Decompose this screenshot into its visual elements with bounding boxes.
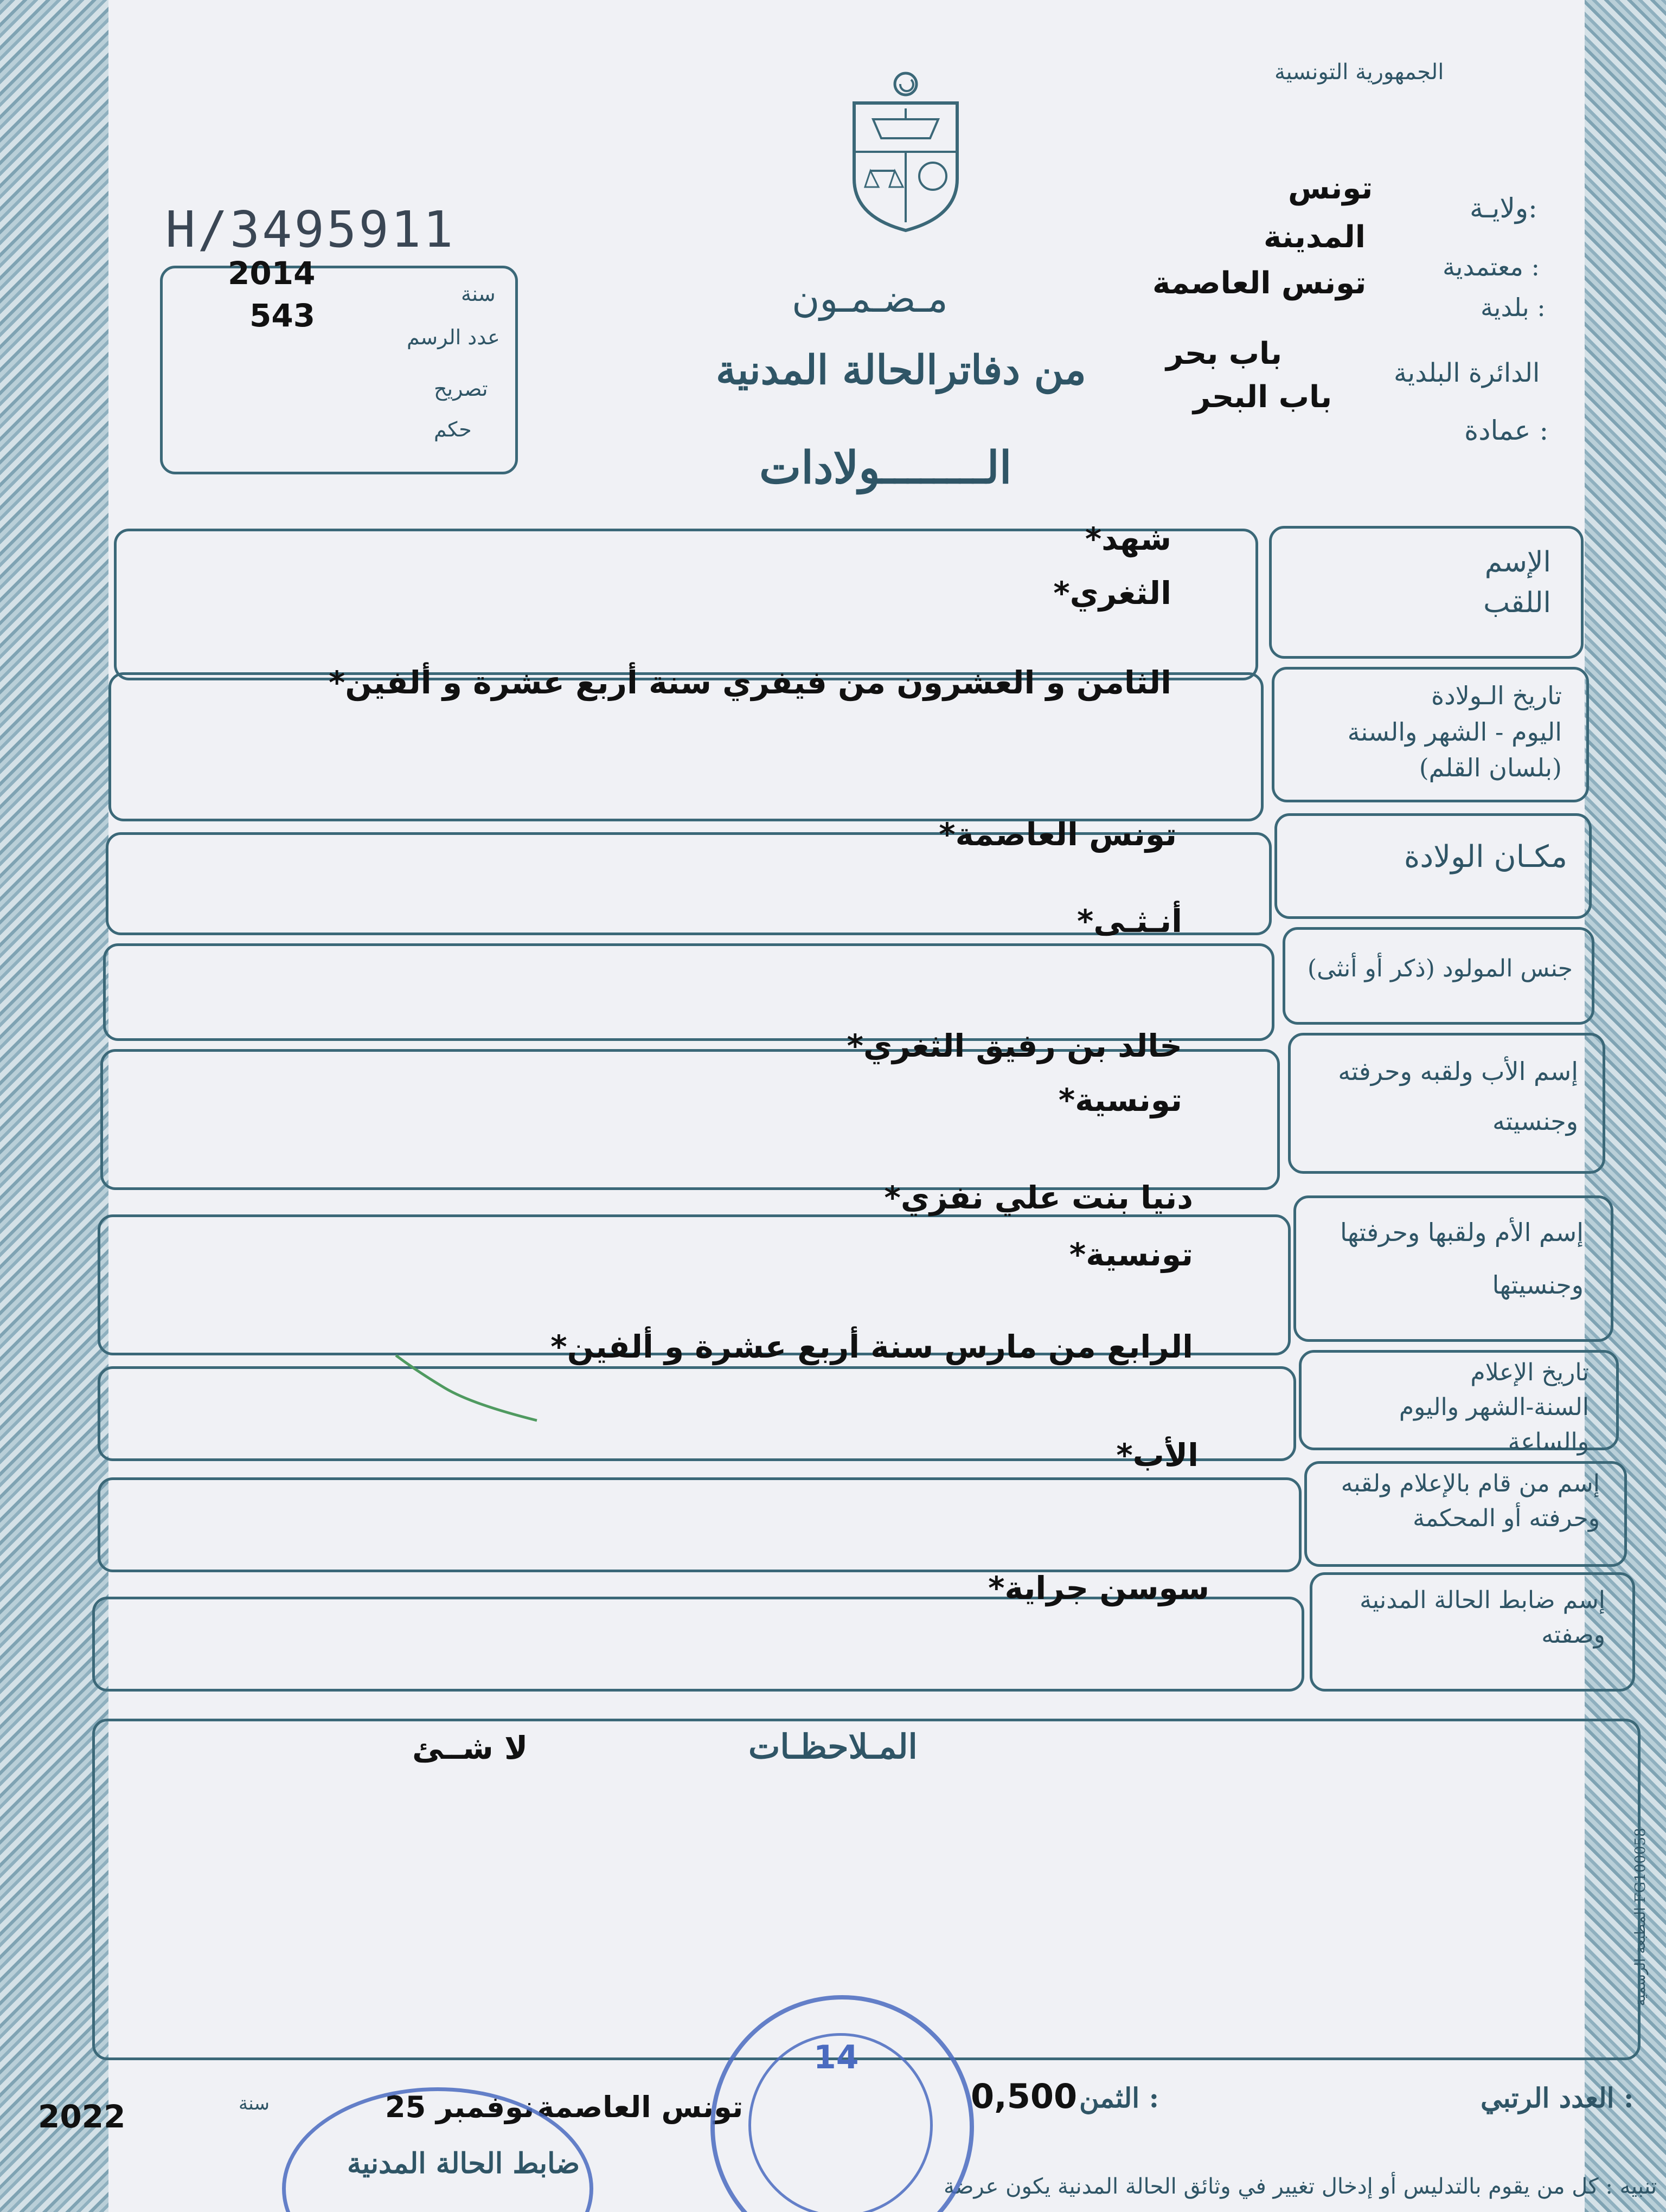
governorate-label: ولايـة: xyxy=(1470,192,1537,224)
print-code: المطبعة الرسمية FG100058 xyxy=(1632,1828,1649,2006)
warning-text: تنبيه : كل من يقوم بالتدليس أو إدخال تغيير في وثائق الحالة المدنية يكون عرضة xyxy=(944,2174,1657,2199)
place-value: تونس العاصمة* xyxy=(939,816,1177,853)
declaration-date-sub-label: السنة-الشهر واليوم والساعة xyxy=(1399,1393,1589,1456)
register-number-value: 543 xyxy=(249,297,316,334)
place-date-value: تونس العاصمة xyxy=(537,2090,744,2124)
price-value: 0,500 xyxy=(971,2076,1078,2116)
mother-value: دنيا بنت علي نفزي* xyxy=(884,1179,1193,1216)
issue-year-value: 2022 xyxy=(38,2098,126,2135)
delegation-label: معتمدية : xyxy=(1443,252,1540,281)
coat-of-arms-icon xyxy=(843,70,968,233)
father-nationality-label: وجنسيته xyxy=(1492,1107,1578,1136)
mother-label: إسم الأم ولقبها وحرفتها xyxy=(1340,1218,1584,1247)
row-father-value-box xyxy=(100,1049,1280,1190)
register-judgment-label: حكم xyxy=(434,417,472,441)
issue-date-value: 25 نوفمبر xyxy=(385,2090,535,2124)
remarks-label: المـلاحظـات xyxy=(748,1727,918,1766)
father-value: خالد بن رفيق الثغري* xyxy=(847,1027,1182,1064)
father-nationality-value: تونسية* xyxy=(1058,1082,1182,1118)
declarant-sub-label: وحرفته أو المحكمة xyxy=(1413,1504,1600,1532)
row-name-label xyxy=(1291,542,1551,624)
last-name-label: اللقب xyxy=(1483,587,1551,620)
birthdate-label: تاريخ الـولادة xyxy=(1431,681,1562,710)
row-declarant-label xyxy=(1318,1467,1600,1536)
gender-value: أنـثـى* xyxy=(1077,903,1182,940)
title-line-1: مـضـمـون xyxy=(792,276,948,321)
stamp-number: 14 xyxy=(813,2039,859,2076)
register-year-value: 2014 xyxy=(228,255,316,292)
imada-value: باب البحر xyxy=(1193,380,1332,415)
declarant-value: الأب* xyxy=(1116,1437,1199,1474)
municipality-value: تونس العاصمة xyxy=(1152,266,1367,301)
imada-label: عمادة : xyxy=(1464,415,1549,446)
father-label: إسم الأب ولقبه وحرفته xyxy=(1338,1057,1578,1086)
republic-heading: الجمهورية التونسية xyxy=(1274,60,1444,85)
row-birthdate-label xyxy=(1291,678,1562,786)
row-father-label xyxy=(1302,1046,1578,1146)
delegation-value: المدينة xyxy=(1264,220,1366,255)
birthdate-words-label: (بلسان القلم) xyxy=(1419,753,1562,783)
officer-value: سوسن جراية* xyxy=(988,1570,1209,1606)
last-name-value: الثغري* xyxy=(1053,575,1171,612)
place-label: مكـان الولادة xyxy=(1404,839,1567,874)
mother-nationality-label: وجنسيتها xyxy=(1492,1270,1584,1300)
green-ink-mark xyxy=(390,1350,542,1426)
row-officer-value-box xyxy=(92,1597,1304,1692)
first-name-value: شهد* xyxy=(1085,520,1171,557)
row-mother-label xyxy=(1307,1206,1584,1311)
first-name-label: الإسم xyxy=(1484,546,1551,578)
officer-signature-label: ضابط الحالة المدنية xyxy=(347,2147,580,2180)
serial-label: العدد الرتبي : xyxy=(1481,2082,1634,2114)
price-label: الثمن : xyxy=(1079,2082,1159,2114)
birthdate-sub-label: اليوم - الشهر والسنة xyxy=(1347,717,1562,747)
section-title: الــــــــولادات xyxy=(759,442,1012,494)
officer-label: إسم ضابط الحالة المدنية xyxy=(1360,1586,1605,1614)
declarant-label: إسم من قام بالإعلام ولقبه xyxy=(1341,1470,1600,1497)
row-declarant-value-box xyxy=(98,1477,1302,1572)
register-year-label: سنة xyxy=(461,282,496,306)
remarks-value: لا شــئ xyxy=(412,1729,528,1766)
mother-nationality-value: تونسية* xyxy=(1069,1236,1193,1273)
issue-year-label: سنة xyxy=(239,2093,270,2114)
declaration-date-label: تاريخ الإعلام xyxy=(1470,1359,1589,1386)
register-number-label: عدد الرسم xyxy=(407,325,500,349)
row-declaration-label xyxy=(1312,1355,1589,1459)
declaration-date-value: الرابع من مارس سنة أربع عشرة و ألفين* xyxy=(550,1328,1193,1365)
register-declaration-label: تصريح xyxy=(434,377,488,401)
officer-sub-label: وصفته xyxy=(1541,1621,1605,1649)
title-line-2: من دفاترالحالة المدنية xyxy=(716,347,1086,394)
district-value: باب بحر xyxy=(1166,336,1283,371)
district-label: الدائرة البلدية xyxy=(1394,358,1540,388)
serial-number: H/3495911 xyxy=(165,201,456,259)
row-gender-value-box xyxy=(103,943,1274,1041)
row-officer-label xyxy=(1323,1583,1605,1652)
gender-label: جنس المولود (ذكر أو أنثى) xyxy=(1307,955,1573,982)
governorate-value: تونس xyxy=(1288,171,1373,206)
municipality-label: بلدية : xyxy=(1481,293,1546,322)
birthdate-value: الثامن و العشرون من فيفري سنة أربع عشرة و ألفين* xyxy=(329,664,1171,701)
